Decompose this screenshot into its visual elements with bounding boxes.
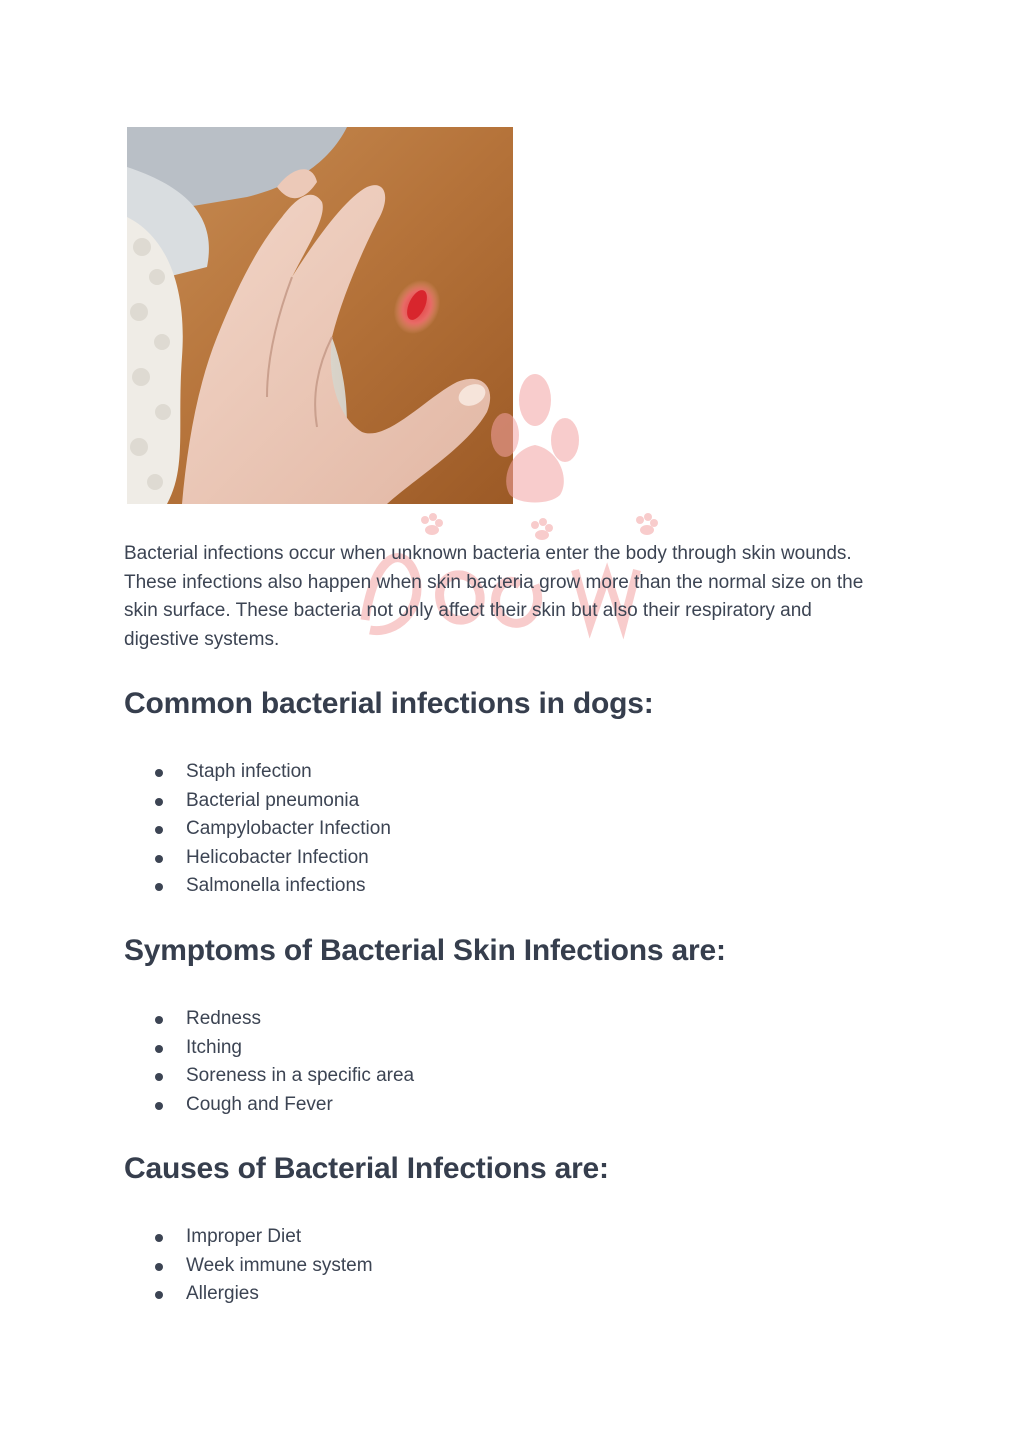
causes-list: [124, 1223, 373, 1309]
bullet-icon: [155, 798, 163, 806]
list-item: Staph infection: [124, 758, 391, 787]
section-title-causes: Causes of Bacterial Infections are:: [124, 1152, 609, 1185]
bullet-icon: [155, 1016, 163, 1024]
list-item: Campylobacter Infection: [124, 815, 391, 844]
common-infections-list: [124, 758, 391, 901]
list-item: Soreness in a specific area: [124, 1062, 414, 1091]
bullet-icon: [155, 855, 163, 863]
section-title-symptoms: Symptoms of Bacterial Skin Infections are:: [124, 934, 726, 967]
list-item: Allergies: [124, 1280, 373, 1309]
list-item: Redness: [124, 1005, 414, 1034]
bullet-icon: [155, 1073, 163, 1081]
list-item: Cough and Fever: [124, 1091, 414, 1120]
list-item: Salmonella infections: [124, 872, 391, 901]
list-item: Bacterial pneumonia: [124, 787, 391, 816]
intro-paragraph: Bacterial infections occur when unknown bacteria enter the body through skin wounds. These infections also happen when skin bacteria grow more than the normal size on the skin surface. These bacteria not only affect their skin but also their respiratory and digestive systems.: [124, 543, 864, 650]
bullet-icon: [155, 826, 163, 834]
bullet-icon: [155, 769, 163, 777]
list-item: Helicobacter Infection: [124, 844, 391, 873]
list-item: Itching: [124, 1034, 414, 1063]
bullet-icon: [155, 1102, 163, 1110]
list-item: Improper Diet: [124, 1223, 373, 1252]
list-item: Week immune system: [124, 1252, 373, 1281]
bullet-icon: [155, 1291, 163, 1299]
dog-skin-infection-photo: [127, 127, 513, 504]
bullet-icon: [155, 1234, 163, 1242]
symptoms-list: [124, 1005, 414, 1119]
bullet-icon: [155, 883, 163, 891]
section-title-common-infections: Common bacterial infections in dogs:: [124, 687, 654, 720]
bullet-icon: [155, 1045, 163, 1053]
bullet-icon: [155, 1263, 163, 1271]
